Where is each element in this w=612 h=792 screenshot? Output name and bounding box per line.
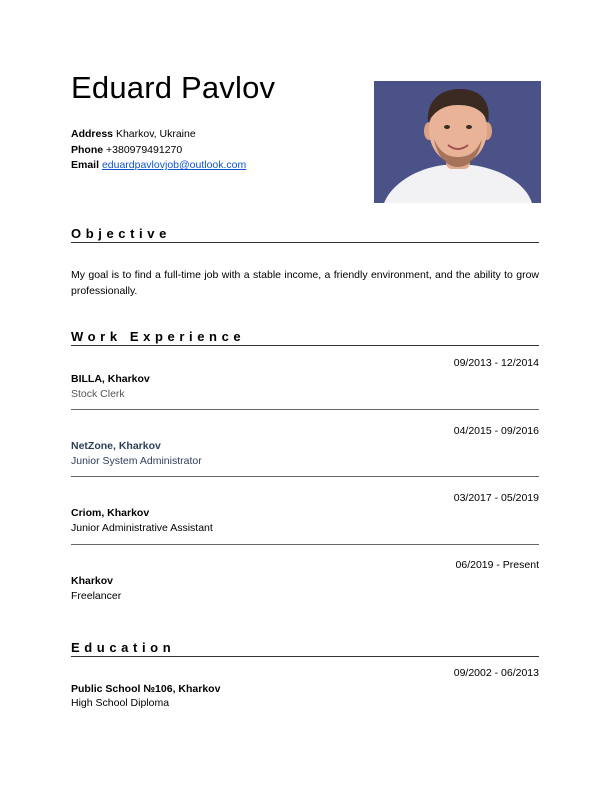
job-organization: NetZone, Kharkov	[71, 440, 161, 452]
job-role: Stock Clerk	[71, 388, 125, 400]
job-dates: 09/2013 - 12/2014	[453, 357, 539, 369]
address-label: Address	[71, 128, 114, 140]
contact-block	[71, 127, 246, 174]
job-divider	[71, 476, 539, 477]
job-organization: Criom, Kharkov	[71, 507, 150, 519]
experience-divider	[71, 345, 539, 346]
education-institution: Public School №106, Kharkov	[71, 683, 221, 695]
job-dates: 03/2017 - 05/2019	[453, 492, 539, 504]
objective-text: My goal is to find a full-time job with a stable income, a friendly environment, and the ability to grow professionally.	[71, 269, 539, 297]
candidate-name: Eduard Pavlov	[71, 70, 276, 105]
job-role: Freelancer	[71, 590, 122, 602]
address-line	[71, 127, 246, 143]
profile-photo	[374, 81, 541, 203]
job-role: Junior System Administrator	[71, 455, 202, 467]
job-divider	[71, 409, 539, 410]
profile-photo-illustration	[374, 81, 541, 203]
education-dates: 09/2002 - 06/2013	[453, 667, 539, 679]
job-organization: Kharkov	[71, 575, 114, 587]
email-label: Email	[71, 159, 100, 171]
phone-line	[71, 143, 246, 159]
email-link[interactable]: eduardpavlovjob@outlook.com	[101, 159, 247, 171]
education-degree: High School Diploma	[71, 697, 170, 709]
email-line	[71, 158, 246, 174]
objective-heading: Objective	[71, 226, 171, 241]
job-organization: BILLA, Kharkov	[71, 373, 150, 385]
phone-label: Phone	[71, 143, 104, 156]
job-dates: 04/2015 - 09/2016	[453, 425, 539, 437]
job-divider	[71, 544, 539, 545]
education-heading: Education	[71, 640, 176, 655]
address-value: Kharkov, Ukraine	[115, 128, 196, 140]
objective-divider	[71, 242, 539, 243]
phone-value: +380979491270	[106, 143, 183, 156]
experience-heading: Work Experience	[71, 329, 246, 344]
education-divider	[71, 656, 539, 657]
job-role: Junior Administrative Assistant	[71, 522, 213, 534]
job-dates: 06/2019 - Present	[455, 559, 539, 571]
